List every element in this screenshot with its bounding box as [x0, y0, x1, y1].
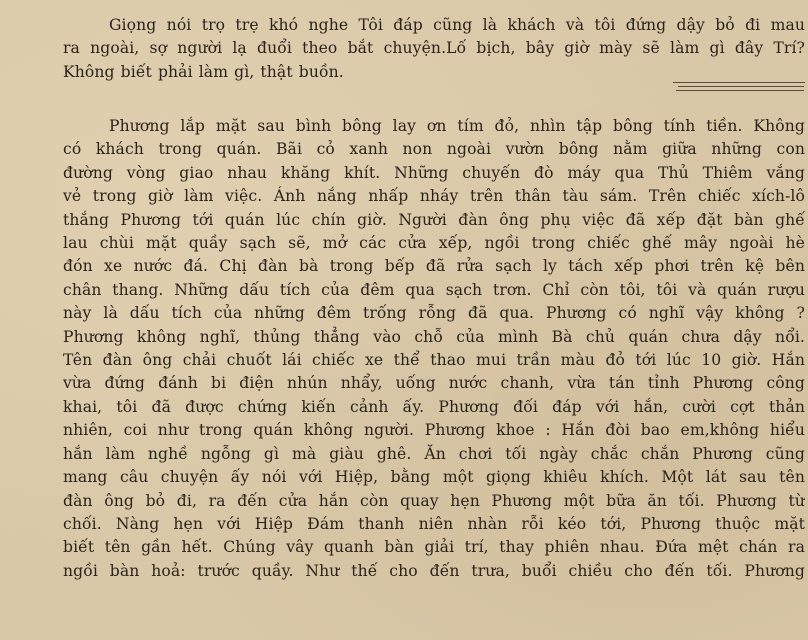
text-line: khai, tôi đã được chứng kiến cảnh ấy. Phương đối đáp với hắn, cười cợt thản [63, 397, 805, 416]
text-line: biết tên gần hết. Chúng vây quanh bàn giải trí, thay phiên nhau. Đứa mệt chán ra [63, 538, 805, 557]
text-line: đàn ông bỏ đi, ra đến cửa hắn còn quay hẹn Phương một bữa ăn tối. Phương từ [63, 491, 805, 510]
text-line: vừa đứng đánh bi điện nhún nhẩy, uống nước chanh, vừa tán tỉnh Phương công [63, 374, 805, 393]
text-line: nhiên, coi như trong quán không người. Phương khoe : Hắn đòi bao em,không hiểu [63, 421, 805, 440]
text-line: có khách trong quán. Bãi cỏ xanh non ngoài vườn bông nằm giữa những con [63, 140, 805, 159]
section-divider [678, 86, 804, 87]
text-line: mang câu chuyện ấy nói với Hiệp, bằng một giọng khiêu khích. Một lát sau tên [63, 468, 805, 487]
text-line: chối. Nàng hẹn với Hiệp Đám thanh niên nhàn rỗi kéo tới, Phương thuộc mặt [63, 514, 805, 533]
text-line: thắng Phương tới quán lúc chín giờ. Người đàn ông phụ việc đã xếp đặt bàn ghế [63, 210, 805, 229]
text-line: vẻ trong giờ làm việc. Ánh nắng nhấp nháy trên thân tàu sám. Trên chiếc xích-lô [63, 187, 805, 206]
paragraph-1 [63, 14, 805, 84]
section-divider [676, 90, 804, 91]
text-line: ra ngoài, sợ người lạ đuổi theo bắt chuyện.Lố bịch, bây giờ mày sẽ làm gì đây Trí? [63, 39, 805, 58]
paragraph-2 [63, 115, 805, 583]
section-divider [673, 82, 805, 83]
text-line: ngồi bàn hoả: trước quầy. Như thế cho đến trưa, buổi chiều cho đến tối. Phương [63, 561, 805, 580]
text-line: chân thang. Những dấu tích của đêm qua sạch trơn. Chỉ còn tôi, tôi và quán rượu [63, 280, 805, 299]
text-line: lau chùi mặt quầy sạch sẽ, mở các cửa xếp, ngồi trong chiếc ghế mây ngoài hè [63, 234, 805, 253]
text-line: Phương lắp mặt sau bình bông lay ơn tím đỏ, nhìn tập bông tính tiền. Không [109, 117, 805, 135]
text-line: hắn làm nghề ngỗng gì mà giàu ghê. Ăn chơi tối ngày chắc chắn Phương cũng [63, 444, 805, 463]
text-line: Phương không nghĩ, thủng thẳng vào chỗ của mình Bà chủ quán chưa dậy nổi. [63, 327, 805, 346]
text-line: đường vòng giao nhau khăng khít. Những chuyến đò máy qua Thủ Thiêm vắng [63, 163, 805, 182]
text-line: đón xe nước đá. Chị đàn bà trong bếp đã rửa sạch ly tách xếp phơi trên kệ bên [63, 257, 805, 276]
text-line: Không biết phải làm gì, thật buồn. [63, 62, 344, 81]
text-line: Giọng nói trọ trẹ khó nghe Tôi đáp cũng là khách và tôi đứng dậy bỏ đi mau [109, 16, 805, 34]
text-line: này là dấu tích của những đêm trống rỗng đã qua. Phương có nghĩ vậy không ? [63, 304, 805, 323]
text-line: Tên đàn ông chải chuốt lái chiếc xe thể thao mui trần màu đỏ tới lúc 10 giờ. Hắn [63, 351, 805, 370]
